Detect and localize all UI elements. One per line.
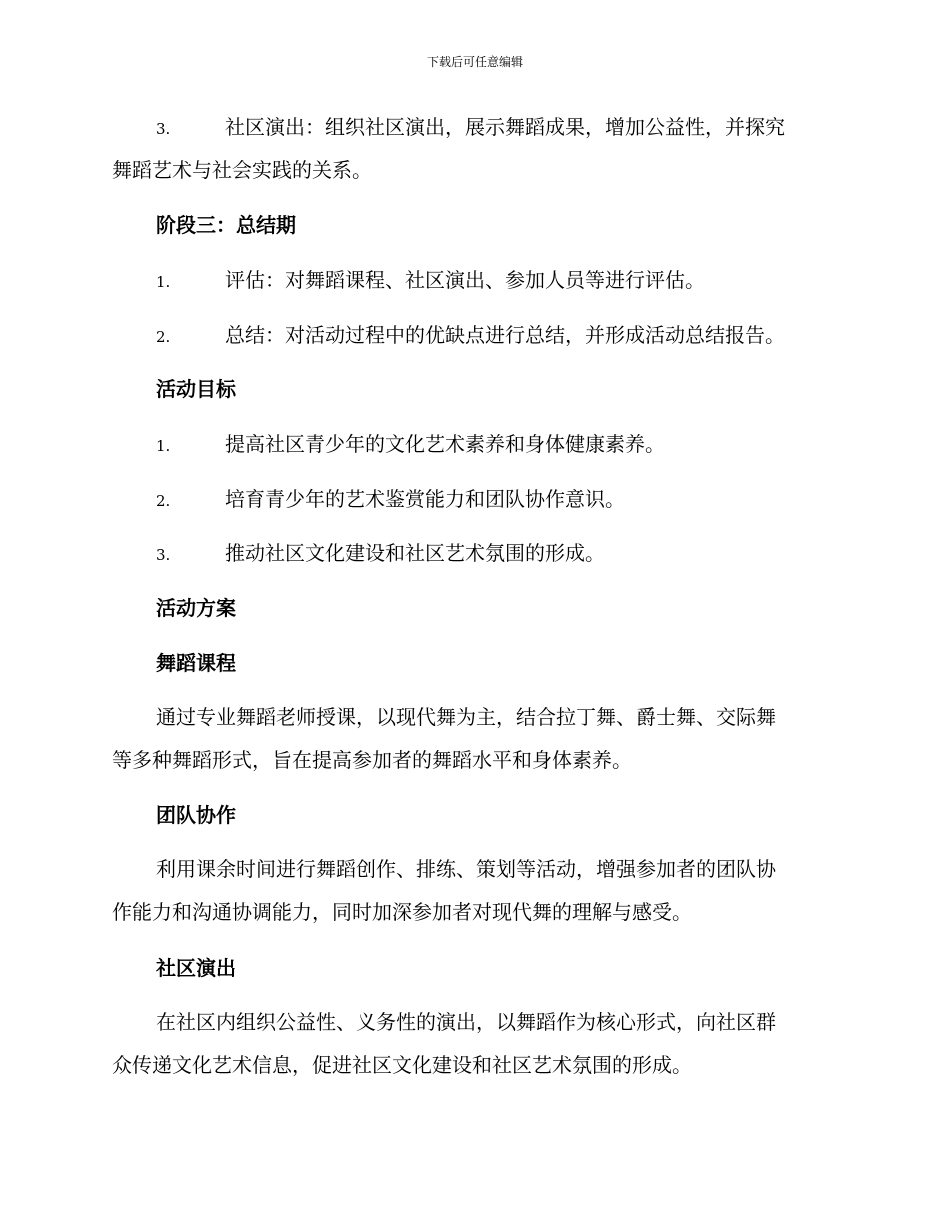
paragraph: [112, 1001, 832, 1087]
subsection-heading: 舞蹈课程: [156, 651, 236, 675]
paragraph: [112, 696, 832, 782]
item-number: 2.: [156, 328, 171, 346]
section-heading: 阶段三：总结期: [156, 213, 296, 237]
paragraph-line: 利用课余时间进行舞蹈创作、排练、策划等活动，增强参加者的团队协: [156, 857, 776, 881]
item-number: 3.: [156, 120, 171, 138]
item-text: 社区演出：组织社区演出，展示舞蹈成果，增加公益性，并探究: [225, 115, 785, 139]
section-heading: 活动目标: [156, 377, 236, 401]
paragraph-line: 通过专业舞蹈老师授课，以现代舞为主，结合拉丁舞、爵士舞、交际舞: [156, 705, 776, 729]
subsection-heading: 社区演出: [156, 956, 236, 980]
paragraph-line: 在社区内组织公益性、义务性的演出，以舞蹈作为核心形式，向社区群: [156, 1010, 776, 1034]
item-number: 1.: [156, 273, 171, 291]
item-number: 1.: [156, 437, 171, 455]
section-heading: 活动方案: [156, 596, 236, 620]
item-text: 评估：对舞蹈课程、社区演出、参加人员等进行评估。: [225, 268, 705, 292]
item-text: 培育青少年的艺术鉴赏能力和团队协作意识。: [225, 487, 625, 511]
item-text: 提高社区青少年的文化艺术素养和身体健康素养。: [225, 432, 665, 456]
page-header: 下载后可任意编辑: [426, 55, 523, 69]
item-text-continued: 舞蹈艺术与社会实践的关系。: [112, 158, 372, 182]
item-number: 2.: [156, 492, 171, 510]
item-number: 3.: [156, 546, 171, 564]
item-text: 推动社区文化建设和社区艺术氛围的形成。: [225, 541, 605, 565]
paragraph-line: 作能力和沟通协调能力，同时加深参加者对现代舞的理解与感受。: [112, 900, 692, 924]
paragraph-line: 等多种舞蹈形式，旨在提高参加者的舞蹈水平和身体素养。: [112, 748, 632, 772]
paragraph-line: 众传递文化艺术信息，促进社区文化建设和社区艺术氛围的形成。: [112, 1053, 692, 1077]
item-text: 总结：对活动过程中的优缺点进行总结，并形成活动总结报告。: [225, 323, 785, 347]
paragraph: [112, 848, 832, 934]
subsection-heading: 团队协作: [156, 803, 236, 827]
